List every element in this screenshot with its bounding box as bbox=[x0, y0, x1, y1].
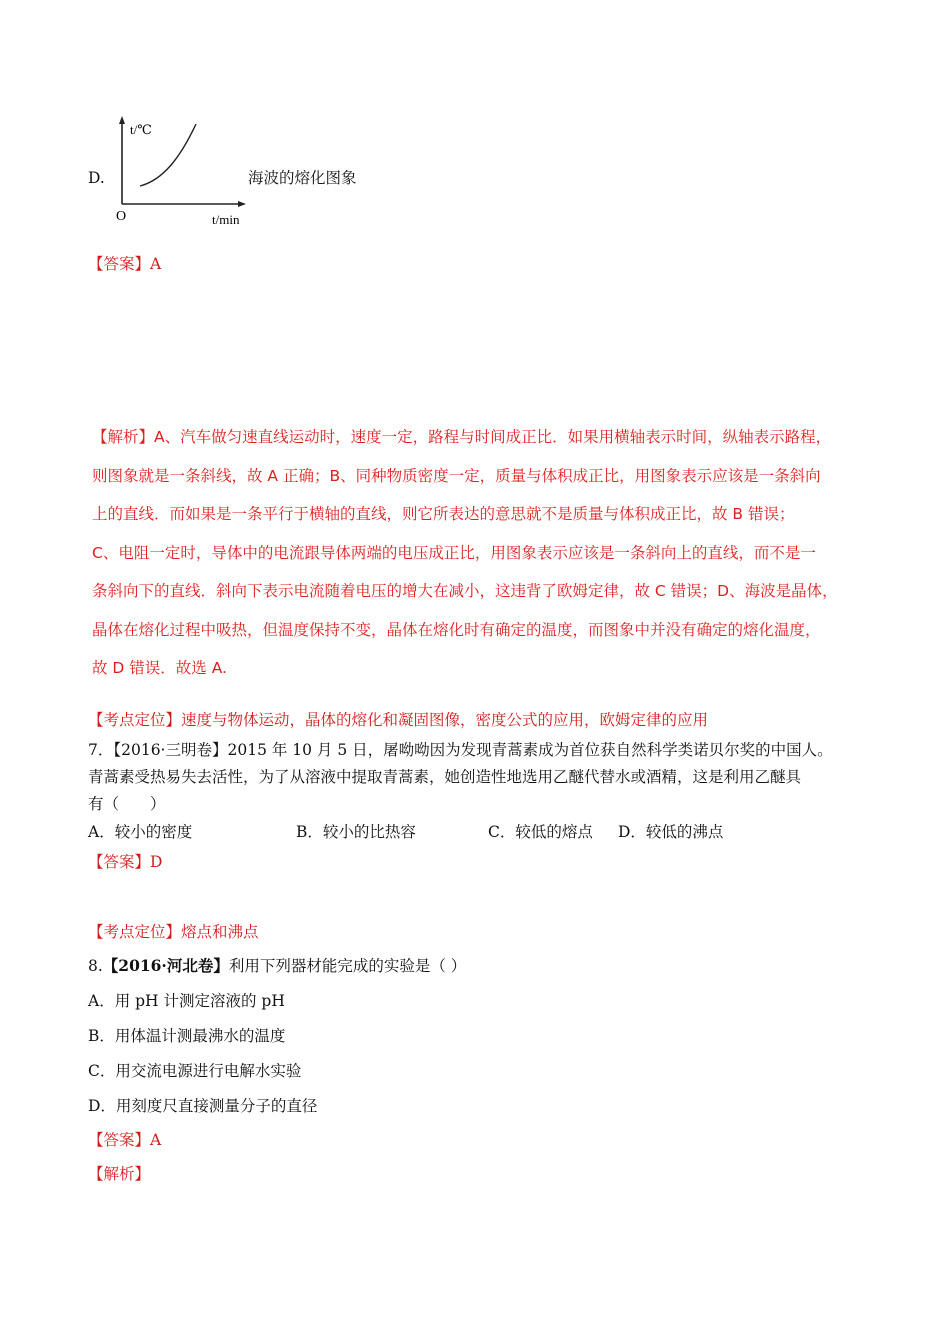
q6-kaodian: 【考点定位】速度与物体运动，晶体的熔化和凝固图像，密度公式的应用，欧姆定律的应用 bbox=[88, 711, 709, 729]
q8-analysis-label: 【解析】 bbox=[88, 1165, 151, 1183]
origin-label: O bbox=[116, 209, 127, 224]
q8-number: 8. bbox=[88, 957, 103, 975]
melting-graph bbox=[108, 108, 248, 230]
option-d-caption: 海波的熔化图象 bbox=[248, 169, 357, 187]
q6-analysis bbox=[92, 418, 882, 688]
q7-option-b: B．较小的比热容 bbox=[296, 823, 416, 841]
analysis-line: 上的直线．而如果是一条平行于横轴的直线，则它所表达的意思就不是质量与体积成正比，故 B 错误； bbox=[92, 505, 795, 523]
q7-option-c: C．较低的熔点 bbox=[488, 823, 593, 841]
q8-source: 【2016·河北卷】 bbox=[102, 956, 229, 975]
y-axis-arrow bbox=[119, 116, 125, 124]
q8-option-c: C．用交流电源进行电解水实验 bbox=[88, 1062, 302, 1080]
analysis-line: 【解析】A、汽车做匀速直线运动时，速度一定，路程与时间成正比．如果用横轴表示时间，纵轴表示路程， bbox=[92, 428, 832, 446]
q7-kaodian: 【考点定位】熔点和沸点 bbox=[88, 923, 259, 941]
q8-option-b: B．用体温计测最沸水的温度 bbox=[88, 1027, 286, 1045]
q8-answer: 【答案】A bbox=[88, 1131, 162, 1149]
q7-stem-line2: 青蒿素受热易失去活性，为了从溶液中提取青蒿素，她创造性地选用乙醚代替水或酒精，这是利用乙醚具 bbox=[88, 768, 802, 786]
q7-stem-line1: 7．【2016·三明卷】2015 年 10 月 5 日，屠呦呦因为发现青蒿素成为首位获自然科学类诺贝尔奖的中国人。 bbox=[88, 741, 833, 759]
q7-answer: 【答案】D bbox=[88, 853, 163, 871]
q6-answer: 【答案】A bbox=[88, 255, 162, 273]
melting-graph-svg bbox=[108, 108, 248, 230]
q7-stem-line3: 有（ ） bbox=[88, 795, 166, 813]
x-axis-arrow bbox=[238, 201, 246, 207]
q8-option-d: D．用刻度尺直接测量分子的直径 bbox=[88, 1097, 318, 1115]
analysis-line: C、电阻一定时，导体中的电流跟导体两端的电压成正比，用图象表示应该是一条斜向上的直线，而不是一 bbox=[92, 543, 816, 562]
analysis-line: 则图象就是一条斜线，故 A 正确；B、同种物质密度一定，质量与体积成正比，用图象表示应该是一条斜向 bbox=[92, 466, 821, 485]
y-axis-label: t/℃ bbox=[130, 122, 152, 137]
q8-option-a: A．用 pH 计测定溶液的 pH bbox=[88, 992, 285, 1010]
x-axis-label: t/min bbox=[212, 212, 240, 227]
analysis-line: 故 D 错误．故选 A. bbox=[92, 659, 227, 677]
analysis-line: 条斜向下的直线．斜向下表示电流随着电压的增大在减小，这违背了欧姆定律，故 C 错误；D、海波是晶体， bbox=[92, 582, 838, 600]
q8-stem-text: 利用下列器材能完成的实验是（ ） bbox=[228, 957, 467, 975]
q8-stem bbox=[88, 956, 466, 976]
option-d-letter: D. bbox=[88, 169, 105, 187]
analysis-line: 晶体在熔化过程中吸热，但温度保持不变，晶体在熔化时有确定的温度，而图象中并没有确定的熔化温度， bbox=[92, 620, 821, 639]
q7-option-a: A．较小的密度 bbox=[88, 823, 193, 841]
q7-option-d: D．较低的沸点 bbox=[618, 823, 724, 841]
